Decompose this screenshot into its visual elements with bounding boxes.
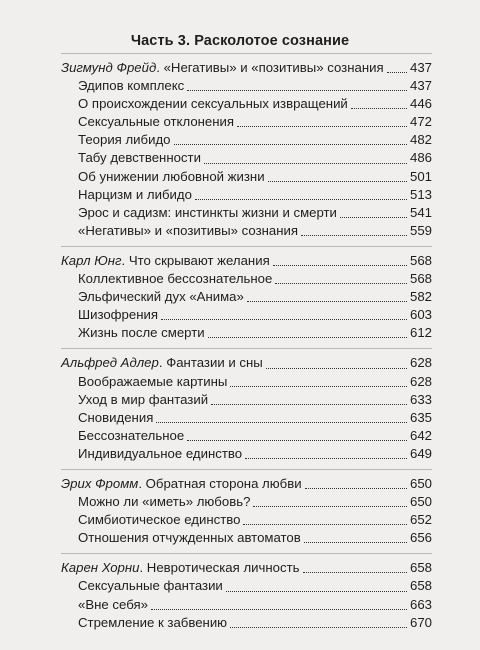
page-number: 582: [409, 289, 432, 305]
dot-leader: [340, 216, 407, 218]
toc-subentry[interactable]: [61, 493, 432, 511]
dot-leader: [230, 385, 407, 387]
dot-leader: [266, 367, 407, 369]
toc-chapter-entry[interactable]: [61, 475, 432, 493]
dot-leader: [275, 282, 407, 284]
dot-leader: [174, 143, 407, 145]
page-number: 650: [409, 494, 432, 510]
page-number: 658: [409, 578, 432, 594]
page-number: 656: [409, 530, 432, 546]
subentry-title: Жизнь после смерти: [78, 325, 205, 341]
page-number: 437: [409, 78, 432, 94]
toc-subentry[interactable]: [61, 204, 432, 222]
page-number: 603: [409, 307, 432, 323]
subentry-title: «Вне себя»: [78, 596, 148, 612]
page-number: 472: [409, 114, 432, 130]
dot-leader: [195, 198, 407, 200]
toc-subentry[interactable]: [61, 288, 432, 306]
dot-leader: [187, 439, 407, 441]
toc-subentry[interactable]: [61, 324, 432, 342]
dot-leader: [304, 541, 407, 543]
toc-subentry[interactable]: [61, 373, 432, 391]
dot-leader: [211, 403, 407, 405]
toc-subentry[interactable]: [61, 186, 432, 204]
chapter-name: Что скрывают желания: [128, 252, 270, 268]
dot-leader: [226, 590, 407, 592]
chapter-author: Карен Хорни: [61, 560, 140, 576]
dot-leader: [161, 318, 407, 320]
toc-section: [61, 53, 432, 246]
page-number: 513: [409, 186, 432, 202]
toc-chapter-entry[interactable]: [61, 559, 432, 577]
dot-leader: [151, 608, 407, 610]
page-number: 670: [409, 614, 432, 630]
dot-leader: [245, 457, 407, 459]
subentry-title: Можно ли «иметь» любовь?: [78, 494, 251, 510]
chapter-author: Карл Юнг: [61, 252, 122, 268]
chapter-name: Обратная сторона любви: [145, 475, 302, 491]
chapter-name: Невротическая личность: [146, 560, 300, 576]
subentry-title: Бессознательное: [78, 427, 185, 443]
page-number: 658: [409, 560, 432, 576]
toc-subentry[interactable]: [61, 596, 432, 614]
toc-subentry[interactable]: [61, 445, 432, 463]
dot-leader: [230, 626, 407, 628]
page-number: 541: [409, 204, 432, 220]
page-number: 437: [409, 60, 432, 75]
chapter-title: [61, 475, 302, 493]
subentry-title: Эдипов комплекс: [78, 78, 185, 94]
toc-subentry[interactable]: [61, 270, 432, 288]
author-separator: .: [156, 60, 164, 75]
toc-chapter-entry[interactable]: [61, 252, 432, 270]
toc-subentry[interactable]: [61, 511, 432, 529]
toc-subentry[interactable]: [61, 222, 432, 240]
subentry-title: Об унижении любовной жизни: [78, 168, 265, 184]
subentry-title: Уход в мир фантазий: [78, 391, 209, 407]
chapter-author: Зигмунд Фрейд: [61, 60, 157, 75]
dot-leader: [187, 89, 407, 91]
chapter-title: [61, 354, 263, 372]
subentry-title: Табу девственности: [78, 150, 201, 166]
toc-subentry[interactable]: [61, 409, 432, 427]
subentry-title: Индивидуальное единство: [78, 445, 243, 461]
dot-leader: [237, 125, 407, 127]
dot-leader: [273, 264, 407, 266]
toc-subentry[interactable]: [61, 149, 432, 167]
subentry-title: Эльфический дух «Анима»: [78, 289, 244, 305]
dot-leader: [305, 487, 407, 489]
page-number: 628: [409, 355, 432, 371]
subentry-title: Симбиотическое единство: [78, 512, 241, 528]
page-number: 501: [409, 168, 432, 184]
part-title: Часть 3. Расколотое сознание: [130, 33, 350, 49]
dot-leader: [301, 234, 407, 236]
dot-leader: [268, 180, 407, 182]
subentry-title: Нарцизм и либидо: [78, 186, 192, 202]
dot-leader: [156, 421, 407, 423]
table-of-contents: [61, 53, 432, 638]
subentry-title: Теория либидо: [78, 132, 171, 148]
page-number: 633: [409, 391, 432, 407]
page-number: 612: [409, 325, 432, 341]
page-number: 663: [409, 596, 432, 612]
subentry-title: О происхождении сексуальных извращений: [78, 96, 348, 112]
author-separator: .: [138, 475, 146, 491]
subentry-title: Воображаемые картины: [78, 373, 228, 389]
subentry-title: Сексуальные фантазии: [78, 578, 223, 594]
toc-chapter-entry[interactable]: [61, 354, 432, 372]
page-number: 568: [409, 252, 432, 268]
page-number: 559: [409, 222, 432, 238]
page-number: 568: [409, 271, 432, 287]
dot-leader: [253, 505, 407, 507]
toc-subentry[interactable]: [61, 77, 432, 95]
page-number: 635: [409, 409, 432, 425]
subentry-title: Отношения отчужденных автоматов: [78, 530, 301, 546]
toc-section: [61, 553, 432, 637]
chapter-title: [61, 252, 270, 270]
toc-subentry[interactable]: [61, 614, 432, 632]
subentry-title: Сновидения: [78, 409, 154, 425]
toc-chapter-entry[interactable]: [61, 59, 432, 77]
subentry-title: Стремление к забвению: [78, 614, 228, 630]
toc-subentry[interactable]: [61, 529, 432, 547]
toc-subentry[interactable]: [61, 113, 432, 131]
toc-section: [61, 348, 432, 469]
chapter-name: Фантазии и сны: [166, 355, 263, 371]
toc-subentry[interactable]: [61, 131, 432, 149]
chapter-title: [61, 59, 384, 77]
toc-subentry[interactable]: [61, 427, 432, 445]
toc-subentry[interactable]: [61, 168, 432, 186]
dot-leader: [351, 107, 407, 109]
dot-leader: [247, 300, 407, 302]
author-separator: .: [139, 560, 147, 576]
toc-subentry[interactable]: [61, 95, 432, 113]
page-number: 649: [409, 445, 432, 461]
page-number: 482: [409, 132, 432, 148]
page-footer-mark: [236, 636, 244, 642]
page-number: 652: [409, 512, 432, 528]
dot-leader: [208, 336, 407, 338]
subentry-title: «Негативы» и «позитивы» сознания: [78, 222, 299, 238]
subentry-title: Сексуальные отклонения: [78, 114, 235, 130]
chapter-title: [61, 559, 300, 577]
toc-subentry[interactable]: [61, 391, 432, 409]
page-number: 486: [409, 150, 432, 166]
subentry-title: Шизофрения: [78, 307, 158, 323]
page-number: 446: [409, 96, 432, 112]
toc-section: [61, 469, 432, 553]
toc-subentry[interactable]: [61, 577, 432, 595]
subentry-title: Эрос и садизм: инстинкты жизни и смерти: [78, 204, 337, 220]
chapter-name: «Негативы» и «позитивы» сознания: [163, 60, 384, 75]
page-number: 628: [409, 373, 432, 389]
author-separator: .: [158, 355, 167, 371]
subentry-title: Коллективное бессознательное: [78, 271, 273, 287]
dot-leader: [243, 523, 407, 525]
toc-section: [61, 246, 432, 348]
chapter-author: Эрих Фромм: [61, 475, 139, 491]
chapter-author: Альфред Адлер: [61, 355, 159, 371]
page-number: 650: [409, 475, 432, 491]
dot-leader: [204, 162, 407, 164]
dot-leader: [387, 71, 407, 73]
dot-leader: [303, 571, 407, 573]
toc-subentry[interactable]: [61, 306, 432, 324]
page-number: 642: [409, 427, 432, 443]
author-separator: .: [121, 252, 129, 268]
